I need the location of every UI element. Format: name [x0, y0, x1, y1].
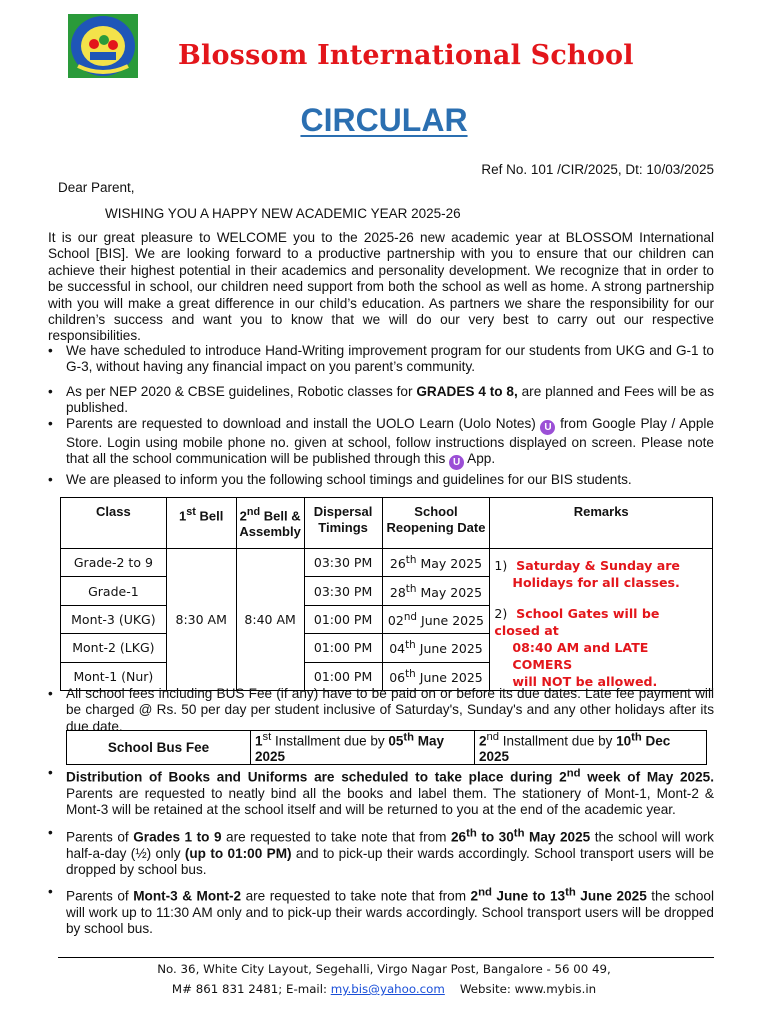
- table-row: Mont-1 (Nur) 01:00 PM 06th June 2025: [61, 662, 713, 690]
- school-logo: [68, 14, 138, 78]
- school-logo-emblem: [68, 14, 138, 78]
- bus-fee-label: School Bus Fee: [67, 731, 251, 765]
- salutation: Dear Parent,: [58, 180, 135, 195]
- website-text: Website: www.mybis.in: [459, 982, 597, 996]
- page-title: CIRCULAR: [300, 102, 468, 138]
- footer-divider: [58, 957, 714, 958]
- footer-contact: M# 861 831 2481; E-mail: my.bis@yahoo.com Website: www.mybis.in: [171, 982, 597, 996]
- first-bell-time: 8:30 AM: [166, 549, 236, 691]
- col-first-bell: 1st Bell: [166, 498, 236, 549]
- col-second-bell: 2nd Bell & Assembly: [236, 498, 304, 549]
- table-row: Grade-1 03:30 PM 28th May 2025: [61, 577, 713, 605]
- bullet-robotics: • As per NEP 2020 & CBSE guidelines, Robotic classes for GRADES 4 to 8, are planned and Fees will be as published.: [48, 384, 714, 416]
- bullet-fees: • All school fees including BUS Fee (if any) have to be paid on or before its due dates. Late fee payment will be charged @ Rs. 50 per day per student inclusive of Saturday's, Sunday's and any other holidays after its due date.: [48, 686, 714, 734]
- bullet-handwriting: • We have scheduled to introduce Hand-Writing improvement program for our students from UKG and G-1 to G-3, without having any financial impact on you parent’s community.: [48, 343, 714, 375]
- bullet-uolo-app: • Parents are requested to download and install the UOLO Learn (Uolo Notes) U from Google Play / Apple Store. Login using mobile phone no. given at school, follow instructions displayed on screen. Please note that all the school communication will be published through this U App.: [48, 416, 714, 469]
- school-name: Blossom International School: [178, 40, 634, 71]
- table-row: Grade-2 to 9 8:30 AM 8:40 AM 03:30 PM 26th May 2025 1) Saturday & Sunday are Holidays for all classes. 2) School Gates will be closed at 08:40 AM and LATE COMERS will NOT be allowed.: [61, 549, 713, 577]
- uolo-app-icon: U: [540, 420, 555, 435]
- remarks-cell: 1) Saturday & Sunday are Holidays for all classes. 2) School Gates will be closed at 08:40 AM and LATE COMERS will NOT be allowed.: [490, 549, 713, 691]
- col-remarks: Remarks: [490, 498, 713, 549]
- reference-number: Ref No. 101 /CIR/2025, Dt: 10/03/2025: [481, 162, 714, 177]
- bus-fee-table: [66, 730, 707, 765]
- email-link[interactable]: my.bis@yahoo.com: [330, 982, 445, 996]
- table-row: Mont-3 (UKG) 01:00 PM 02nd June 2025: [61, 605, 713, 633]
- col-dispersal: Dispersal Timings: [304, 498, 382, 549]
- bullet-timings-intro: • We are pleased to inform you the following school timings and guidelines for our BIS students.: [48, 472, 632, 487]
- footer-address: No. 36, White City Layout, Segehalli, Virgo Nagar Post, Bangalore - 56 00 49,: [157, 962, 611, 976]
- col-reopening: School Reopening Date: [382, 498, 490, 549]
- table-row: Mont-2 (LKG) 01:00 PM 04th June 2025: [61, 634, 713, 662]
- bus-fee-installment-1: 1st Installment due by 05th May 2025: [251, 731, 475, 765]
- table-header-row: [61, 498, 713, 549]
- second-bell-time: 8:40 AM: [236, 549, 304, 691]
- school-timings-table: [60, 497, 713, 691]
- bullet-half-day-grades: • Parents of Grades 1 to 9 are requested to take note that from 26th to 30th May 2025 the school will work half-a-day (½) only (up to 01:00 PM) and to pick-up their wards accordingly. School transport users will be dropped by school bus.: [48, 825, 714, 878]
- uolo-app-icon: U: [449, 455, 464, 470]
- bullet-books-uniforms: • Distribution of Books and Uniforms are scheduled to take place during 2nd week of May 2025. Parents are requested to neatly bind all the books and label them. The stationery of Mont-1, Mont-2 & Mont-3 will be retained at the school itself and will be returned to you at the end of the academic year.: [48, 765, 714, 818]
- new-year-wish: WISHING YOU A HAPPY NEW ACADEMIC YEAR 2025-26: [105, 206, 461, 221]
- intro-paragraph: It is our great pleasure to WELCOME you to the 2025-26 new academic year at BLOSSOM International School [BIS]. We are looking forward to a productive partnership with you to ensure that our children can achieve their highest potential in their academics and personality development. We recognize that in order to be successful in school, our children need support from both the school as well as home. A strong partnership with you will make a great difference in our child’s education. As partners we share the responsibility for our children’s success and want you to know that we will do our very best to carry out our respective responsibilities.: [48, 230, 714, 344]
- col-class: Class: [61, 498, 167, 549]
- table-row: [67, 731, 707, 765]
- bullet-half-day-mont: • Parents of Mont-3 & Mont-2 are requested to take note that from 2nd June to 13th June 2025 the school will work up to 11:30 AM only and to pick-up their wards accordingly. School transport users will be dropped by school bus.: [48, 884, 714, 937]
- bus-fee-installment-2: 2nd Installment due by 10th Dec 2025: [475, 731, 707, 765]
